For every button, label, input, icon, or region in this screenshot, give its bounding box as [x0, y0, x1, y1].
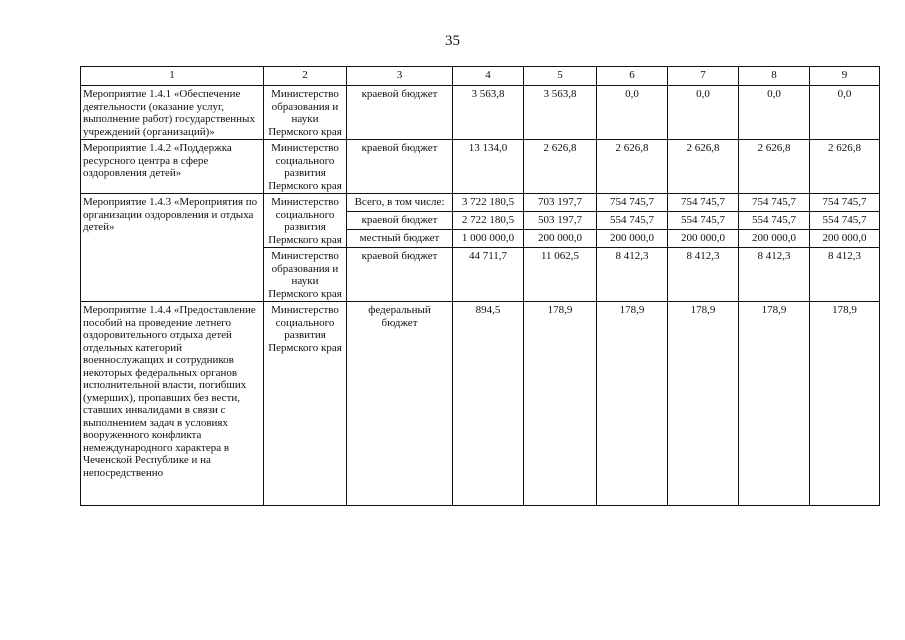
value-cell: 2 626,8 — [597, 140, 668, 194]
table-header-row — [81, 67, 880, 86]
table-row — [81, 194, 880, 212]
table-row — [81, 86, 880, 140]
value-cell: 1 000 000,0 — [453, 230, 524, 248]
value-cell: 3 722 180,5 — [453, 194, 524, 212]
value-cell: 0,0 — [668, 86, 739, 140]
value-cell: 2 626,8 — [524, 140, 597, 194]
table-row — [81, 302, 880, 506]
value-cell: 178,9 — [810, 302, 880, 506]
value-cell: 2 626,8 — [668, 140, 739, 194]
value-cell: 3 563,8 — [453, 86, 524, 140]
value-cell: 178,9 — [668, 302, 739, 506]
value-cell: 200 000,0 — [597, 230, 668, 248]
value-cell: 0,0 — [739, 86, 810, 140]
activity-name-cell: Мероприятие 1.4.3 «Мероприятия по организации оздоровления и отдыха детей» — [81, 194, 264, 302]
table-row — [81, 140, 880, 194]
header-cell: 8 — [739, 67, 810, 86]
value-cell: 2 626,8 — [739, 140, 810, 194]
value-cell: 13 134,0 — [453, 140, 524, 194]
funding-source-cell: краевой бюджет — [347, 248, 453, 302]
funding-source-cell: краевой бюджет — [347, 86, 453, 140]
activity-name-cell: Мероприятие 1.4.2 «Поддержка ресурсного центра в сфере оздоровления детей» — [81, 140, 264, 194]
activity-name-cell: Мероприятие 1.4.1 «Обеспечение деятельности (оказание услуг, выполнение работ) государственных учреждений (организаций)» — [81, 86, 264, 140]
value-cell: 754 745,7 — [597, 194, 668, 212]
header-cell: 6 — [597, 67, 668, 86]
value-cell: 178,9 — [524, 302, 597, 506]
value-cell: 894,5 — [453, 302, 524, 506]
funding-source-cell: Всего, в том числе: — [347, 194, 453, 212]
header-cell: 1 — [81, 67, 264, 86]
header-cell: 2 — [264, 67, 347, 86]
value-cell: 503 197,7 — [524, 212, 597, 230]
executor-cell: Министерство социального развития Пермского края — [264, 194, 347, 248]
value-cell: 754 745,7 — [739, 194, 810, 212]
value-cell: 44 711,7 — [453, 248, 524, 302]
funding-source-cell: федеральный бюджет — [347, 302, 453, 506]
value-cell: 8 412,3 — [668, 248, 739, 302]
header-cell: 9 — [810, 67, 880, 86]
value-cell: 3 563,8 — [524, 86, 597, 140]
value-cell: 200 000,0 — [668, 230, 739, 248]
value-cell: 200 000,0 — [810, 230, 880, 248]
executor-cell: Министерство социального развития Пермского края — [264, 302, 347, 506]
value-cell: 754 745,7 — [668, 194, 739, 212]
value-cell: 8 412,3 — [739, 248, 810, 302]
header-cell: 7 — [668, 67, 739, 86]
value-cell: 554 745,7 — [668, 212, 739, 230]
value-cell: 0,0 — [810, 86, 880, 140]
value-cell: 703 197,7 — [524, 194, 597, 212]
header-cell: 5 — [524, 67, 597, 86]
funding-source-cell: краевой бюджет — [347, 140, 453, 194]
value-cell: 178,9 — [597, 302, 668, 506]
value-cell: 11 062,5 — [524, 248, 597, 302]
value-cell: 2 626,8 — [810, 140, 880, 194]
activity-name-cell: Мероприятие 1.4.4 «Предоставление пособий на проведение летнего оздоровительного отдыха детей отдельных категорий военнослужащих и сотрудников некоторых федеральных органов исполнительной власти, погибших (умерших), пропавших без вести, ставших инвалидами в связи с выполнением задач в условиях вооруженного конфликта немеждународного характера в Чеченской Республике и на непосредственно — [81, 302, 264, 506]
value-cell: 754 745,7 — [810, 194, 880, 212]
header-cell: 4 — [453, 67, 524, 86]
value-cell: 2 722 180,5 — [453, 212, 524, 230]
value-cell: 554 745,7 — [597, 212, 668, 230]
value-cell: 200 000,0 — [739, 230, 810, 248]
executor-cell: Министерство образования и науки Пермского края — [264, 86, 347, 140]
value-cell: 0,0 — [597, 86, 668, 140]
executor-cell: Министерство образования и науки Пермского края — [264, 248, 347, 302]
value-cell: 8 412,3 — [810, 248, 880, 302]
value-cell: 8 412,3 — [597, 248, 668, 302]
value-cell: 554 745,7 — [739, 212, 810, 230]
funding-source-cell: краевой бюджет — [347, 212, 453, 230]
budget-table — [80, 66, 880, 506]
page-number: 35 — [445, 33, 460, 49]
header-cell: 3 — [347, 67, 453, 86]
value-cell: 554 745,7 — [810, 212, 880, 230]
executor-cell: Министерство социального развития Пермского края — [264, 140, 347, 194]
value-cell: 200 000,0 — [524, 230, 597, 248]
funding-source-cell: местный бюджет — [347, 230, 453, 248]
value-cell: 178,9 — [739, 302, 810, 506]
